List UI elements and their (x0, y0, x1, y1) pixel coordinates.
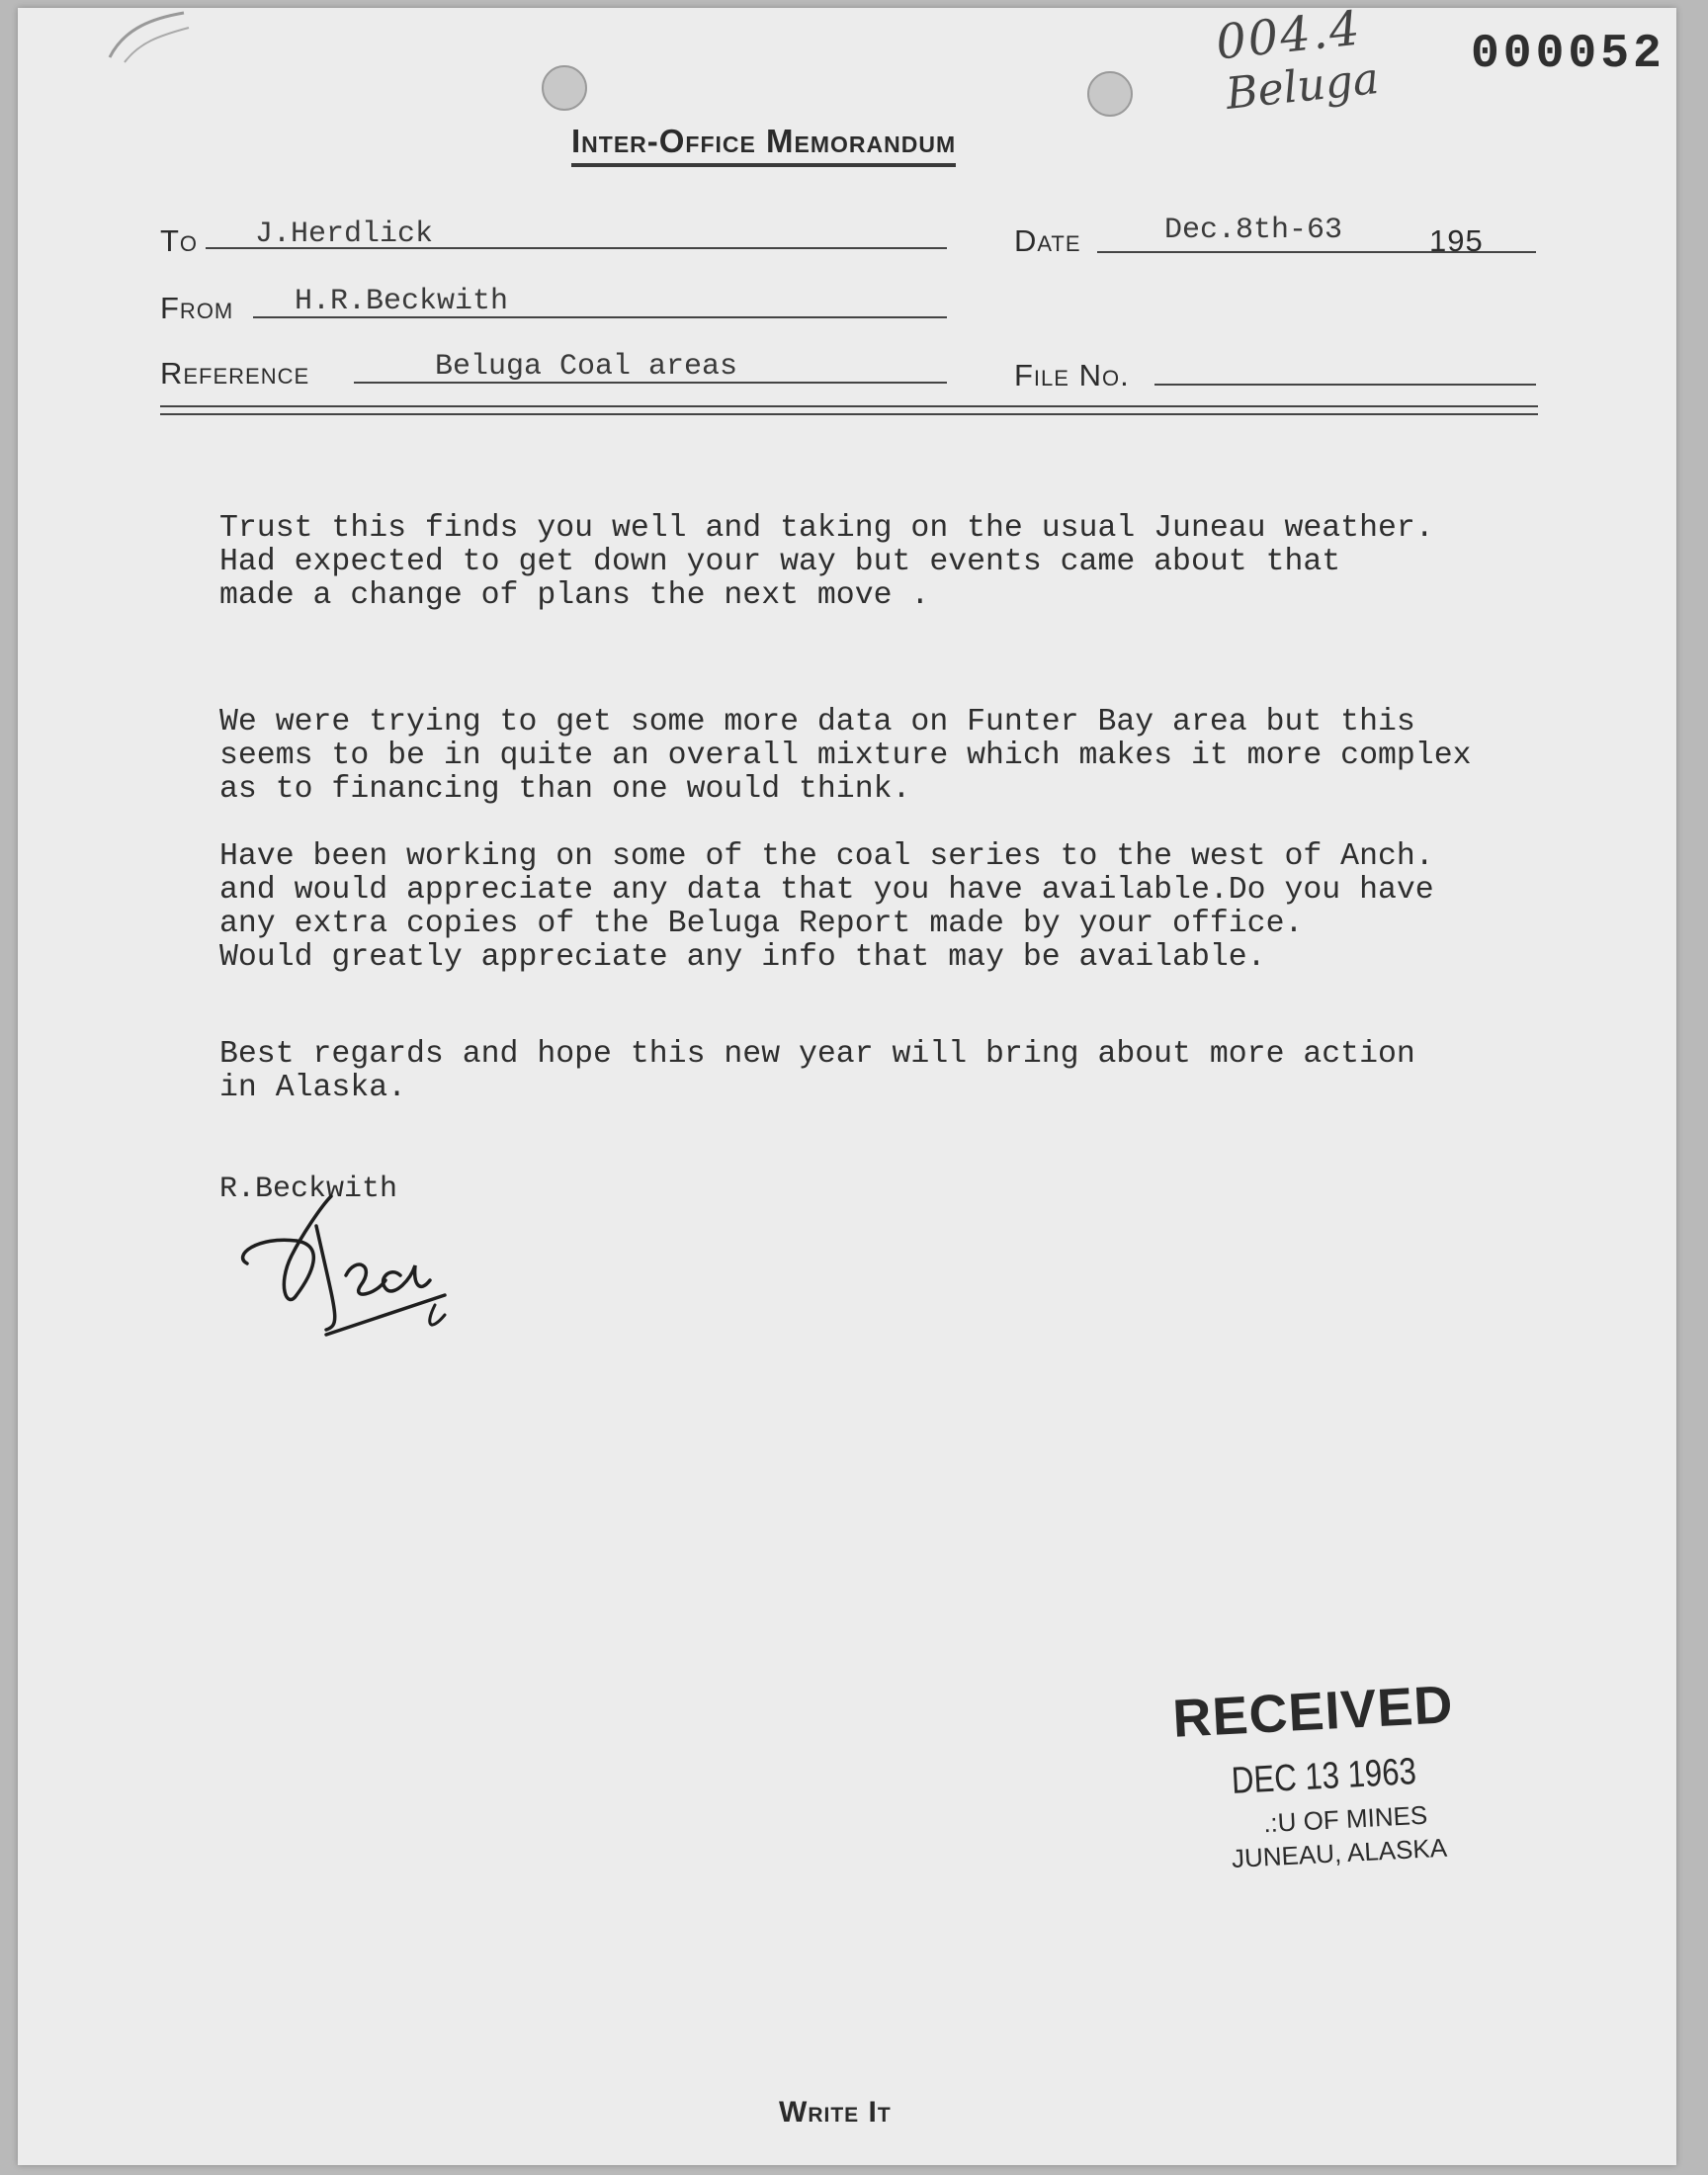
stamp-date: DEC 13 1963 (1230, 1751, 1417, 1802)
stamp-location: JUNEAU, ALASKA (1231, 1832, 1448, 1874)
handwritten-signature (227, 1157, 465, 1345)
footer-write-it: Write It (779, 2096, 892, 2129)
body-paragraph: Best regards and hope this new year will bring about more action in Alaska. (219, 1037, 1415, 1105)
stamp-title: RECEIVED (1171, 1675, 1455, 1749)
reference-label: Reference (160, 356, 310, 391)
date-year-prefix: 195 (1429, 223, 1484, 258)
header-rule-bottom (160, 413, 1538, 415)
handwritten-subject: Beluga (1223, 53, 1382, 120)
reference-value: Beluga Coal areas (435, 350, 738, 384)
punch-hole-left (542, 65, 587, 111)
file-no-line (1154, 384, 1536, 386)
punch-hole-right (1087, 71, 1133, 117)
date-value: Dec.8th-63 (1164, 214, 1343, 247)
page-curl-mark (105, 8, 194, 67)
memo-title: Inter-Office Memorandum (571, 123, 956, 167)
from-value: H.R.Beckwith (295, 285, 509, 318)
body-paragraph: Trust this finds you well and taking on the usual Juneau weather. Had expected to get down your way but events came about that made a change of plans the next move . (219, 511, 1434, 613)
to-label: To (160, 223, 199, 258)
from-label: From (160, 291, 234, 325)
signature-typed-name: R.Beckwith (219, 1173, 398, 1206)
body-paragraph: We were trying to get some more data on Funter Bay area but this seems to be in quite an overall mixture which makes it more complex as to financing than one would think. (219, 705, 1472, 807)
file-no-label: File No. (1014, 358, 1130, 392)
body-paragraph: Have been working on some of the coal series to the west of Anch. and would appreciate any data that you have available.Do you have any extra copies of the Beluga Report made by your office. Would greatly appreciate any info that may be available. (219, 839, 1434, 975)
handwritten-file-code: 004.4 (1213, 0, 1364, 71)
to-value: J.Herdlick (255, 218, 434, 251)
received-stamp (1161, 1673, 1488, 1886)
header-rule-top (160, 405, 1538, 407)
handwritten-file-annotation (1196, 0, 1433, 127)
document-number: 000052 (1471, 28, 1665, 81)
date-label: Date (1014, 223, 1081, 258)
stamp-bureau: .:U OF MINES (1262, 1799, 1428, 1839)
